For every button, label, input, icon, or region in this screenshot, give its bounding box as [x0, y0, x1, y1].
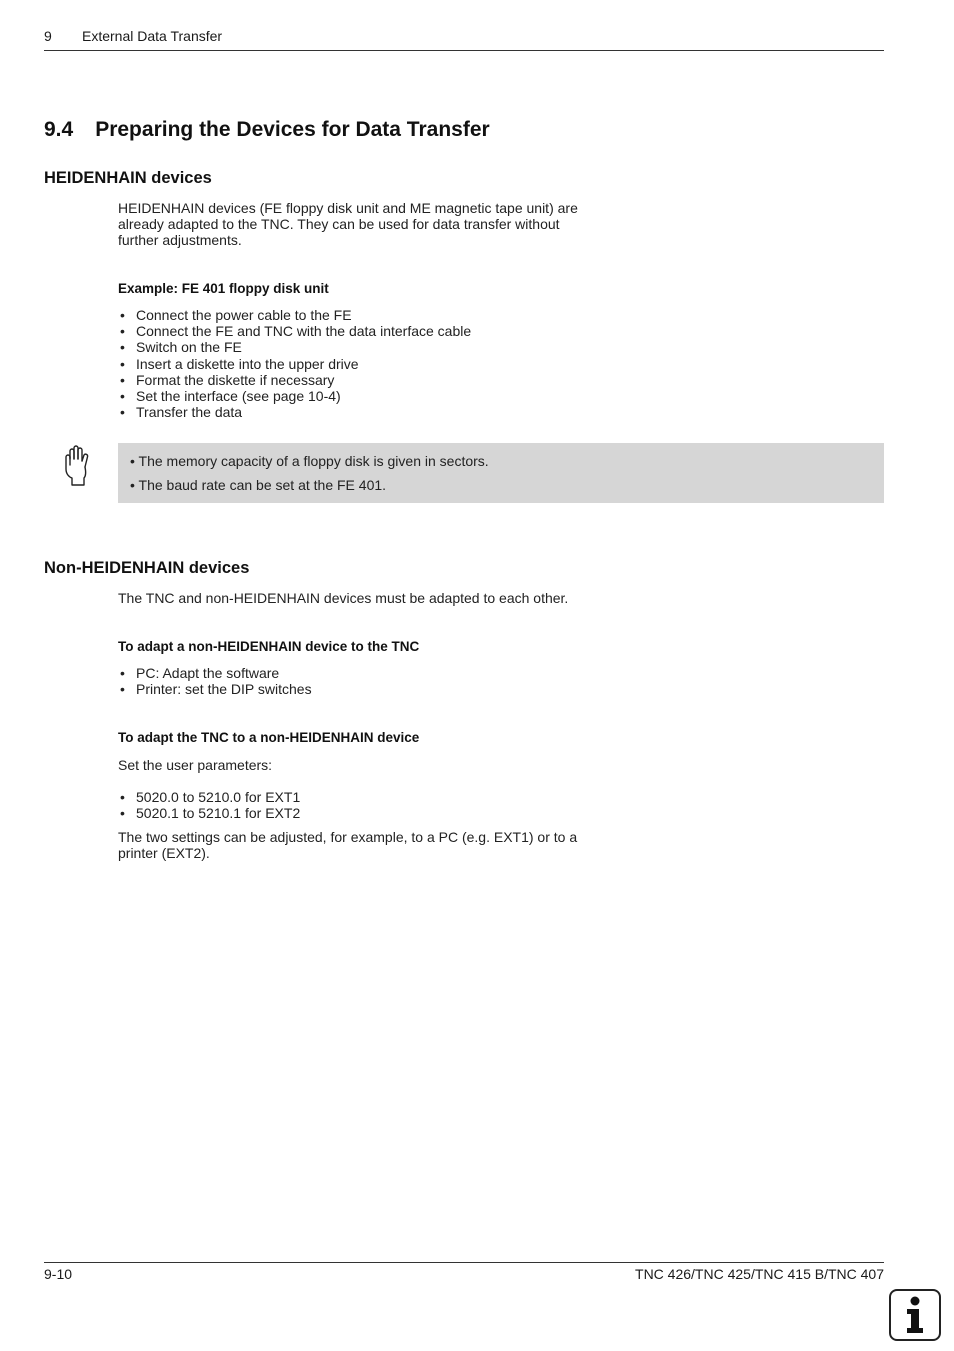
list-item: • Connect the power cable to the FE — [118, 307, 638, 323]
paragraph-line: HEIDENHAIN devices (FE floppy disk unit and ME magnetic tape unit) are — [118, 200, 578, 216]
list-item: • 5020.1 to 5210.1 for EXT2 — [118, 805, 638, 821]
heidenhain-paragraph — [118, 200, 638, 248]
pointing-hand-icon — [62, 445, 94, 487]
footer-rule — [44, 1262, 884, 1263]
list-item: • PC: Adapt the software — [118, 665, 638, 681]
non-heidenhain-heading: Non-HEIDENHAIN devices — [44, 559, 250, 577]
list-item: • Set the interface (see page 10-4) — [118, 388, 638, 404]
header-chapter-title: External Data Transfer — [82, 28, 223, 44]
note-item: • The memory capacity of a floppy disk is given in sectors. — [130, 453, 489, 469]
paragraph-line: printer (EXT2). — [118, 845, 210, 861]
paragraph-line: The two settings can be adjusted, for example, to a PC (e.g. EXT1) or to a — [118, 829, 578, 845]
closing-paragraph — [118, 829, 678, 861]
user-params-intro: Set the user parameters: — [118, 757, 273, 773]
list-item: • 5020.0 to 5210.0 for EXT1 — [118, 789, 638, 805]
paragraph-line: already adapted to the TNC. They can be used for data transfer without — [118, 216, 560, 232]
example-steps-list — [118, 307, 638, 420]
list-item: • Transfer the data — [118, 404, 638, 420]
param-list — [118, 789, 638, 821]
list-item: • Printer: set the DIP switches — [118, 681, 638, 697]
section-title — [44, 118, 490, 142]
adapt-device-heading: To adapt a non-HEIDENHAIN device to the TNC — [118, 639, 420, 654]
heidenhain-heading: HEIDENHAIN devices — [44, 169, 212, 187]
note-item: • The baud rate can be set at the FE 401. — [130, 477, 387, 493]
footer-model-line: TNC 426/TNC 425/TNC 415 B/TNC 407 — [635, 1266, 884, 1282]
info-icon[interactable] — [889, 1289, 941, 1341]
example-heading: Example: FE 401 floppy disk unit — [118, 281, 329, 296]
header-rule — [44, 50, 884, 51]
list-item: • Switch on the FE — [118, 339, 638, 355]
footer-page-number: 9-10 — [44, 1266, 73, 1282]
section-title-text: Preparing the Devices for Data Transfer — [95, 118, 490, 141]
adapt-tnc-heading: To adapt the TNC to a non-HEIDENHAIN device — [118, 730, 420, 745]
adapt-device-list — [118, 665, 638, 697]
header-chapter-number: 9 — [44, 28, 52, 44]
note-box — [118, 443, 884, 503]
non-heidenhain-intro: The TNC and non-HEIDENHAIN devices must be adapted to each other. — [118, 590, 569, 606]
section-number: 9.4 — [44, 118, 74, 141]
list-item: • Format the diskette if necessary — [118, 372, 638, 388]
list-item: • Connect the FE and TNC with the data interface cable — [118, 323, 638, 339]
paragraph-line: further adjustments. — [118, 232, 242, 248]
list-item: • Insert a diskette into the upper drive — [118, 356, 638, 372]
